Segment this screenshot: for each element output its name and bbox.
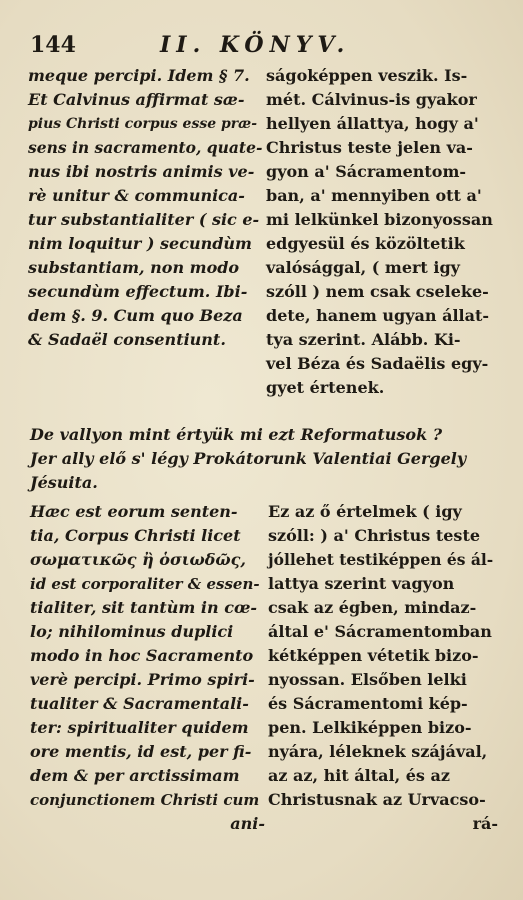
text-line: Ez az ő értelmek ( igy [268, 502, 462, 521]
page-number: 144 [30, 32, 76, 58]
running-title: II. KÖNYV. [160, 32, 351, 58]
text-line: gyon a' Sácramentom- [266, 162, 467, 181]
latin-column-top [28, 64, 263, 352]
text-line: conjunctionem Christi cum [30, 791, 260, 809]
hungarian-column-top [266, 64, 496, 400]
text-line: nim loquitur ) secundùm [28, 234, 252, 253]
text-line: dete, hanem ugyan állat- [266, 306, 489, 325]
text-line: vel Béza és Sadaëlis egy- [266, 354, 489, 373]
text-line: gyet értenek. [266, 378, 385, 397]
text-line: sens in sacramento, quate- [28, 138, 263, 157]
text-line: Et Calvinus affirmat sæ- [28, 90, 245, 109]
text-line: ban, a' mennyiben ott a' [266, 186, 482, 205]
hungarian-column-bottom [268, 500, 498, 836]
text-line: szóll: ) a' Christus teste [268, 526, 481, 545]
text-line: secundùm effectum. Ibi- [28, 282, 248, 301]
text-line: ter: spiritualiter quidem [30, 718, 249, 737]
text-line: jóllehet testiképpen és ál- [268, 550, 494, 569]
text-line: modo in hoc Sacramento [30, 646, 254, 665]
text-line: mét. Cálvinus-is gyakor [266, 90, 477, 109]
text-line: ore mentis, id est, per fi- [30, 742, 252, 761]
text-line: tya szerint. Alább. Ki- [266, 330, 461, 349]
text-line: valósággal, ( mert igy [266, 258, 460, 277]
text-line: & Sadaël consentiunt. [28, 330, 226, 349]
text-line: lo; nihilominus duplici [30, 622, 234, 641]
text-line: edgyesül és közöltetik [266, 234, 465, 253]
text-line: tualiter & Sacramentali- [30, 694, 249, 713]
latin-column-bottom [30, 500, 265, 836]
text-line: tialiter, sit tantùm in cœ- [30, 598, 258, 617]
catchword: ani- [230, 814, 265, 833]
text-line: meque percipi. Idem § 7. [28, 66, 250, 85]
text-line: id est corporaliter & essen- [30, 575, 260, 593]
text-line: lattya szerint vagyon [268, 574, 455, 593]
text-line: nus ibi nostris animis ve- [28, 162, 255, 181]
text-line: Jer ally elő s' légy Prokátorunk Valentiai Gergely [30, 449, 467, 468]
text-line: nyossan. Elsőben lelki [268, 670, 467, 689]
text-line: dem & per arctissimam [30, 766, 240, 785]
text-line: verè percipi. Primo spiri- [30, 670, 255, 689]
text-line: dem §. 9. Cum quo Beza [28, 306, 243, 325]
text-line: által e' Sácramentomban [268, 622, 492, 641]
text-line: tia, Corpus Christi licet [30, 526, 241, 545]
text-line: tur substantialiter ( sic e- [28, 210, 260, 229]
text-line: De vallyon mint értyük mi ezt Reformatusok ? [30, 425, 443, 444]
text-line: az az, hit által, és az [268, 766, 450, 785]
text-line: Jésuita. [30, 473, 98, 492]
question-paragraph [30, 423, 500, 495]
text-line: Christusnak az Urvacso- [268, 790, 486, 809]
text-line: rè unitur & communica- [28, 186, 245, 205]
text-line: nyára, léleknek szájával, [268, 742, 488, 761]
text-line: σωματικῶς ἢ ὁσιωδῶς, [30, 550, 246, 569]
text-line: ságoképpen veszik. Is- [266, 66, 468, 85]
text-line: és Sácramentomi kép- [268, 694, 468, 713]
text-line: pen. Lelkiképpen bizo- [268, 718, 472, 737]
page-header [30, 30, 493, 60]
text-line: kétképpen vétetik bizo- [268, 646, 479, 665]
text-line: hellyen állattya, hogy a' [266, 114, 479, 133]
text-line: szóll ) nem csak cseleke- [266, 282, 489, 301]
text-line: mi lelkünkel bizonyossan [266, 210, 493, 229]
catchword: rá- [472, 814, 498, 833]
text-line: csak az égben, mindaz- [268, 598, 477, 617]
text-line: Hæc est eorum senten- [30, 502, 238, 521]
text-line: pius Christi corpus esse præ- [28, 116, 258, 132]
text-line: Christus teste jelen va- [266, 138, 473, 157]
text-line: substantiam, non modo [28, 258, 240, 277]
